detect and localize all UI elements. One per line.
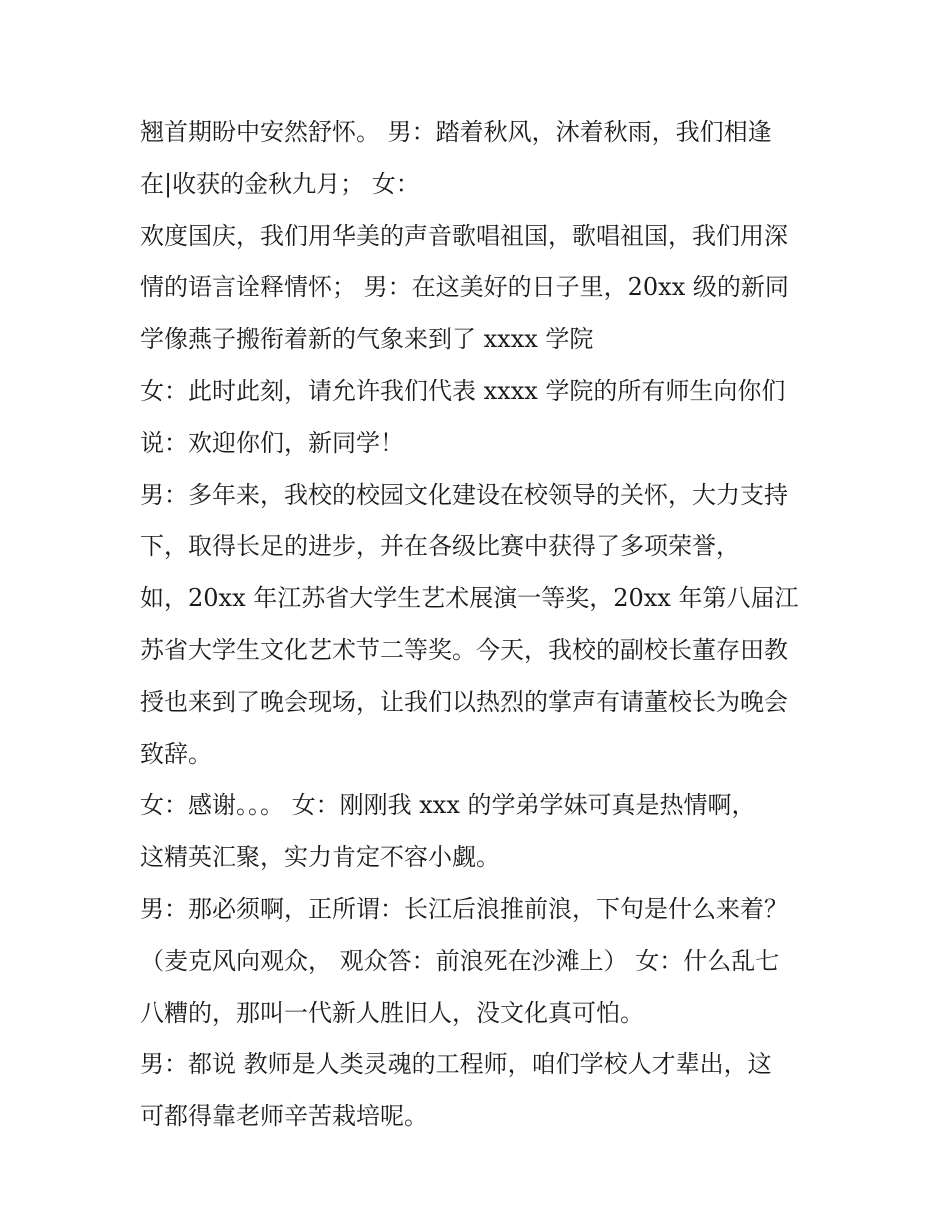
text-line: 致辞。 — [140, 739, 212, 768]
text-line: 说：欢迎你们，新同学！ — [140, 428, 404, 457]
text-line: 欢度国庆，我们用华美的声音歌唱祖国，歌唱祖国，我们用深 — [140, 221, 788, 250]
text-line: 学像燕子搬衔着新的气象来到了 xxxx 学院 — [140, 325, 594, 354]
text-line: 男：都说 教师是人类灵魂的工程师，咱们学校人才辈出，这 — [140, 1050, 772, 1079]
text-line: 男：多年来，我校的校园文化建设在校领导的关怀，大力支持 — [140, 480, 788, 509]
text-line: 这精英汇聚，实力肯定不容小觑。 — [140, 843, 500, 872]
text-line: 八糟的，那叫一代新人胜旧人，没文化真可怕。 — [140, 998, 644, 1027]
text-line: 情的语言诠释情怀； 男：在这美好的日子里，20xx 级的新同 — [140, 273, 789, 302]
text-line: 女：感谢。。。 女：刚刚我 xxx 的学弟学妹可真是热情啊， — [140, 791, 756, 820]
text-line: 苏省大学生文化艺术节二等奖。今天，我校的副校长董存田教 — [140, 635, 788, 664]
text-line: 女：此时此刻，请允许我们代表 xxxx 学院的所有师生向你们 — [140, 376, 786, 405]
text-line: 在|收获的金秋九月； 女： — [140, 169, 420, 198]
text-line: 授也来到了晚会现场，让我们以热烈的掌声有请董校长为晚会 — [140, 687, 788, 716]
text-line: 如，20xx 年江苏省大学生艺术展演一等奖，20xx 年第八届江 — [140, 584, 799, 613]
document-body — [140, 107, 830, 1143]
text-line: 翘首期盼中安然舒怀。 男：踏着秋风，沐着秋雨，我们相逢 — [140, 118, 772, 146]
text-line: 男：那必须啊，正所谓：长江后浪推前浪，下句是什么来着？ — [140, 894, 788, 923]
text-line: 可都得靠老师辛苦栽培呢。 — [140, 1102, 428, 1131]
text-line: 下，取得长足的进步，并在各级比赛中获得了多项荣誉， — [140, 532, 740, 561]
text-line: （麦克风向观众， 观众答：前浪死在沙滩上） 女：什么乱七 — [140, 946, 780, 975]
